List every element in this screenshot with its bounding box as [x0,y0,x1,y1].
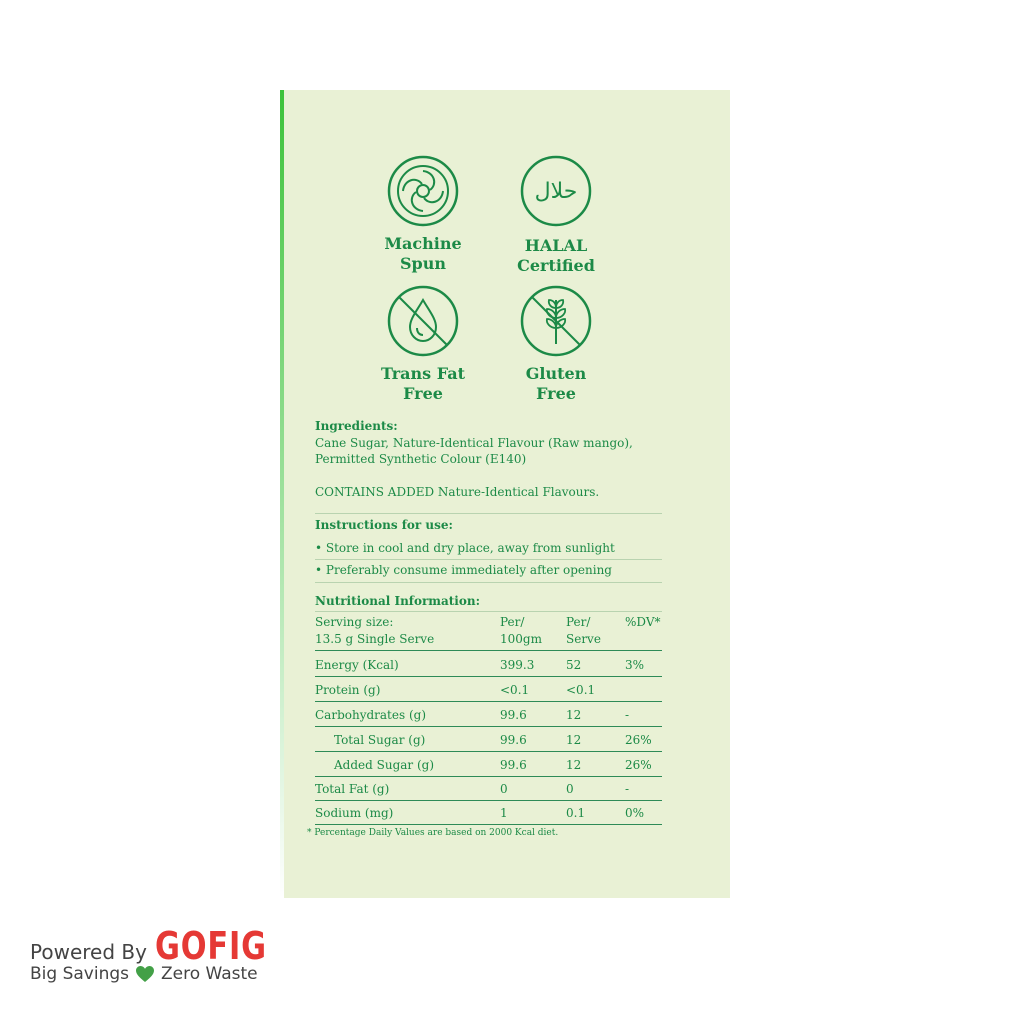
nutrient-per100: 99.6 [500,708,527,722]
badge-halal-line2: Certified [517,256,595,275]
spiral-icon [386,154,460,228]
nutrient-per-serve: 12 [566,733,582,747]
badge-gluten-label [481,364,631,404]
heart-icon [135,965,155,983]
gofig-logo: GOFIG [154,924,267,968]
nutrient-name: Energy (Kcal) [315,658,399,672]
nutrient-name: Protein (g) [315,683,381,697]
badge-trans-fat-line2: Free [403,384,443,403]
col-per100-header: Per/ [500,615,525,629]
contains-statement: CONTAINS ADDED Nature-Identical Flavours. [315,485,600,499]
badge-gluten-line1: Gluten [525,364,587,383]
divider [315,513,662,514]
nutrient-per100: 99.6 [500,733,527,747]
col-per100-header-unit: 100gm [500,632,542,646]
nutrient-per100: 1 [500,806,508,820]
divider [315,676,662,677]
badge-trans-fat-label [348,364,498,404]
nutrient-per-serve: <0.1 [566,683,596,697]
badge-halal [481,154,631,276]
no-drop-icon [386,284,460,358]
badge-trans-fat-free [348,284,498,404]
tagline-left: Big Savings [30,964,129,984]
halal-glyph: حلال [534,179,578,204]
nutrient-name: Total Fat (g) [315,782,390,796]
badge-gluten-free [481,284,631,404]
instruction-item: • Preferably consume immediately after opening [315,563,612,577]
badge-halal-line1: HALAL [524,236,588,255]
nutrient-name: Sodium (mg) [315,806,394,820]
nutrient-name: Carbohydrates (g) [315,708,426,722]
nutrient-per-serve: 12 [566,758,582,772]
instruction-item: • Store in cool and dry place, away from sunlight [315,541,615,555]
nutrient-dv: - [625,782,630,796]
nutrient-per100: 99.6 [500,758,527,772]
nutrient-name: Total Sugar (g) [334,733,426,747]
col-serve-header-unit: Serve [566,632,601,646]
nutrient-per100: <0.1 [500,683,530,697]
nutrition-heading: Nutritional Information: [315,594,481,608]
badge-machine-spun-line1: Machine [384,234,462,253]
nutrient-dv: 3% [625,658,645,672]
nutrient-dv: 0% [625,806,645,820]
powered-by-text: Powered By [30,940,147,964]
divider [315,800,662,801]
nutrient-name: Added Sugar (g) [334,758,435,772]
divider [315,559,662,560]
serving-size-label: Serving size: [315,615,394,629]
divider [315,611,662,612]
nutrient-per-serve: 0 [566,782,574,796]
tagline-right: Zero Waste [161,964,258,984]
nutrient-per-serve: 0.1 [566,806,586,820]
badge-halal-label [481,236,631,276]
dv-footnote: * Percentage Daily Values are based on 2000 Kcal diet. [307,828,559,838]
divider [315,776,662,777]
ingredients-line-1: Cane Sugar, Nature-Identical Flavour (Raw mango), [315,436,633,450]
serving-size-value: 13.5 g Single Serve [315,632,435,646]
col-serve-header: Per/ [566,615,591,629]
badge-gluten-line2: Free [536,384,576,403]
badge-machine-spun-line2: Spun [399,254,446,273]
nutrient-per100: 399.3 [500,658,535,672]
ingredients-line-2: Permitted Synthetic Colour (E140) [315,452,527,466]
divider [315,824,662,825]
brand-block [30,924,295,984]
nutrient-per-serve: 52 [566,658,582,672]
instructions-heading: Instructions for use: [315,518,453,532]
divider [315,701,662,702]
badge-machine-spun-label [348,234,498,274]
divider [315,582,662,583]
nutrient-dv: 26% [625,758,652,772]
divider [315,650,662,651]
badge-trans-fat-line1: Trans Fat [381,364,465,383]
nutrient-dv: 26% [625,733,652,747]
brand-line-1 [30,924,295,968]
nutrient-per100: 0 [500,782,508,796]
halal-icon [519,154,593,228]
col-dv-header: %DV* [625,615,661,629]
panel-accent-edge [280,90,284,898]
no-wheat-icon [519,284,593,358]
nutrient-per-serve: 12 [566,708,582,722]
ingredients-heading: Ingredients: [315,419,398,433]
divider [315,726,662,727]
badge-machine-spun [348,154,498,274]
nutrient-dv: - [625,708,630,722]
divider [315,751,662,752]
